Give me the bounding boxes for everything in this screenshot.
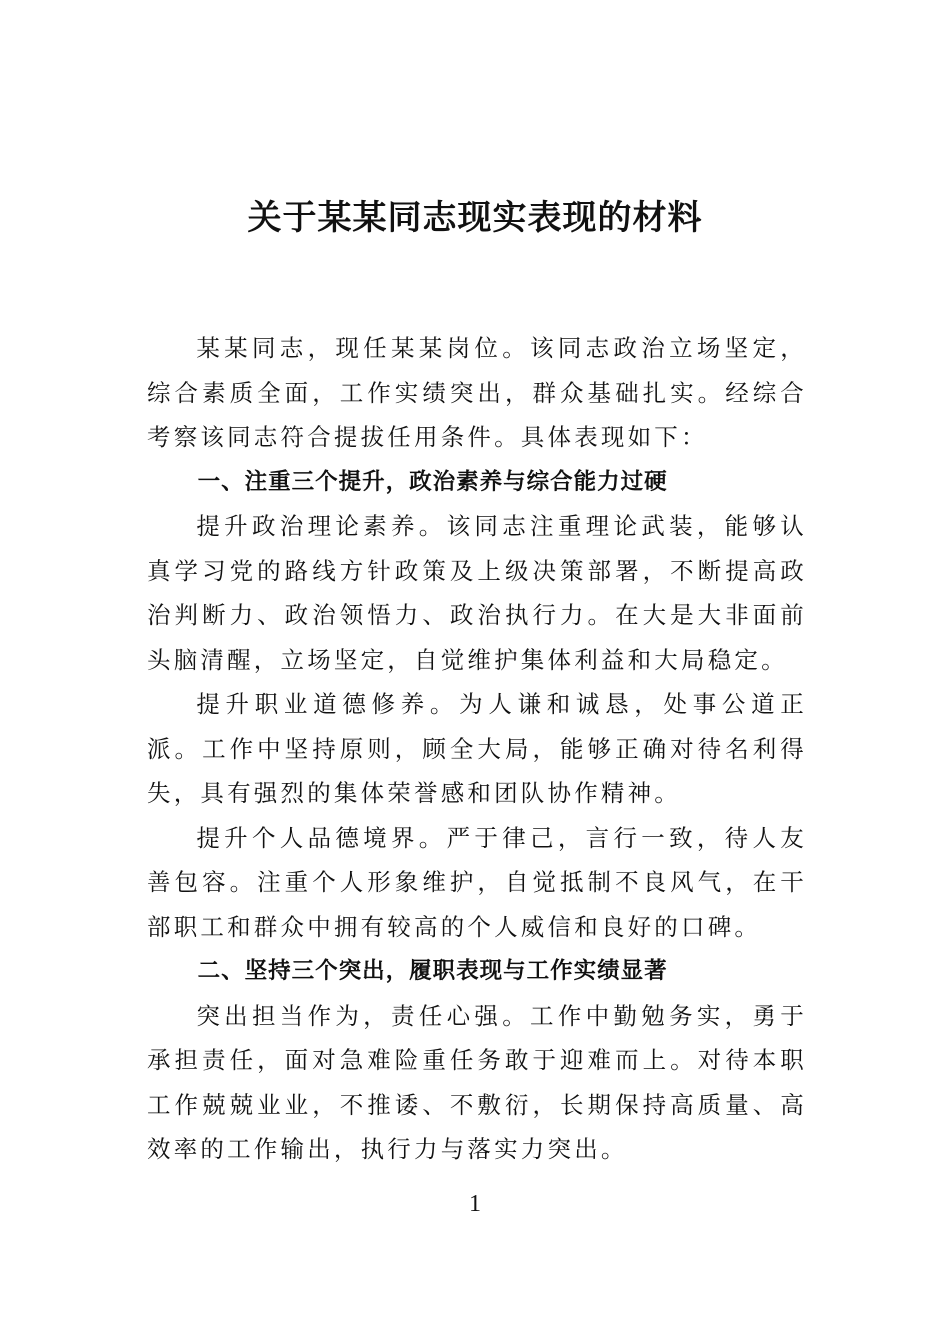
page-number: 1 [469,1191,481,1217]
intro-paragraph: 某某同志，现任某某岗位。该同志政治立场坚定，综合素质全面，工作实绩突出，群众基础扎实。经综合考察该同志符合提拔任用条件。具体表现如下： [147,334,807,451]
section-1-paragraph-1: 提升政治理论素养。该同志注重理论武装，能够认真学习党的路线方针政策及上级决策部署，不断提高政治判断力、政治领悟力、政治执行力。在大是大非面前头脑清醒，立场坚定，自觉维护集体利益和大局稳定。 [147,512,807,674]
section-1-paragraph-3: 提升个人品德境界。严于律己，言行一致，待人友善包容。注重个人形象维护，自觉抵制不良风气，在干部职工和群众中拥有较高的个人威信和良好的口碑。 [147,823,807,941]
section-2-paragraph-1: 突出担当作为，责任心强。工作中勤勉务实，勇于承担责任，面对急难险重任务敢于迎难而上。对待本职工作兢兢业业，不推诿、不敷衍，长期保持高质量、高效率的工作输出，执行力与落实力突出。 [147,1001,807,1163]
section-1-heading: 一、注重三个提升，政治素养与综合能力过硬 [197,468,668,495]
document-body [147,326,807,1172]
section-2-heading: 二、坚持三个突出，履职表现与工作实绩显著 [197,958,668,984]
section-1-paragraph-2: 提升职业道德修养。为人谦和诚恳，处事公道正派。工作中坚持原则，顾全大局，能够正确对待名利得失，具有强烈的集体荣誉感和团队协作精神。 [147,690,807,807]
document-title: 关于某某同志现实表现的材料 [247,198,703,238]
